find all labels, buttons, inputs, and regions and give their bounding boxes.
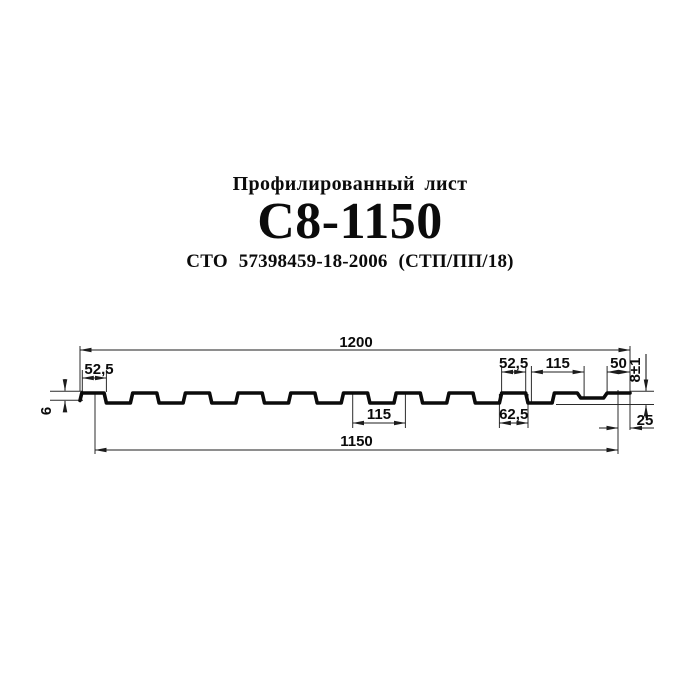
dim-label-pitch-top: 115 <box>545 355 570 372</box>
dim-crest-top <box>499 355 528 372</box>
sheet-standard: СТО 57398459-18-2006 (СТП/ПП/18) <box>186 251 514 272</box>
dim-label-sheet-height: 8±1 <box>627 357 644 383</box>
dim-label-useful-width: 1150 <box>340 433 373 450</box>
sheet-type-label: Профилированный лист <box>232 173 468 195</box>
sheet-model: С8-1150 <box>257 193 443 250</box>
dim-overall-width <box>80 334 630 351</box>
sheet-profile-outline <box>80 393 630 403</box>
dim-pitch-top <box>531 355 584 372</box>
dim-overlap <box>599 412 654 429</box>
dim-label-crest-top: 52,5 <box>498 355 529 372</box>
dim-crest-base <box>499 406 528 423</box>
dim-label-end-flat: 50 <box>610 355 627 372</box>
dim-pitch-bottom <box>353 406 406 423</box>
profile-drawing <box>0 330 700 500</box>
dim-label-pitch-bottom: 115 <box>366 406 392 423</box>
dim-label-overlap: 25 <box>636 412 654 429</box>
dim-edge-lip <box>38 379 65 415</box>
dim-label-crest-base: 62,5 <box>499 406 529 423</box>
dim-useful-width <box>95 433 618 450</box>
dim-label-edge-lip: 6 <box>38 406 55 416</box>
dim-label-overall-width: 1200 <box>339 334 373 351</box>
dim-label-first-crest: 52,5 <box>84 361 114 378</box>
dim-first-crest <box>82 361 113 378</box>
